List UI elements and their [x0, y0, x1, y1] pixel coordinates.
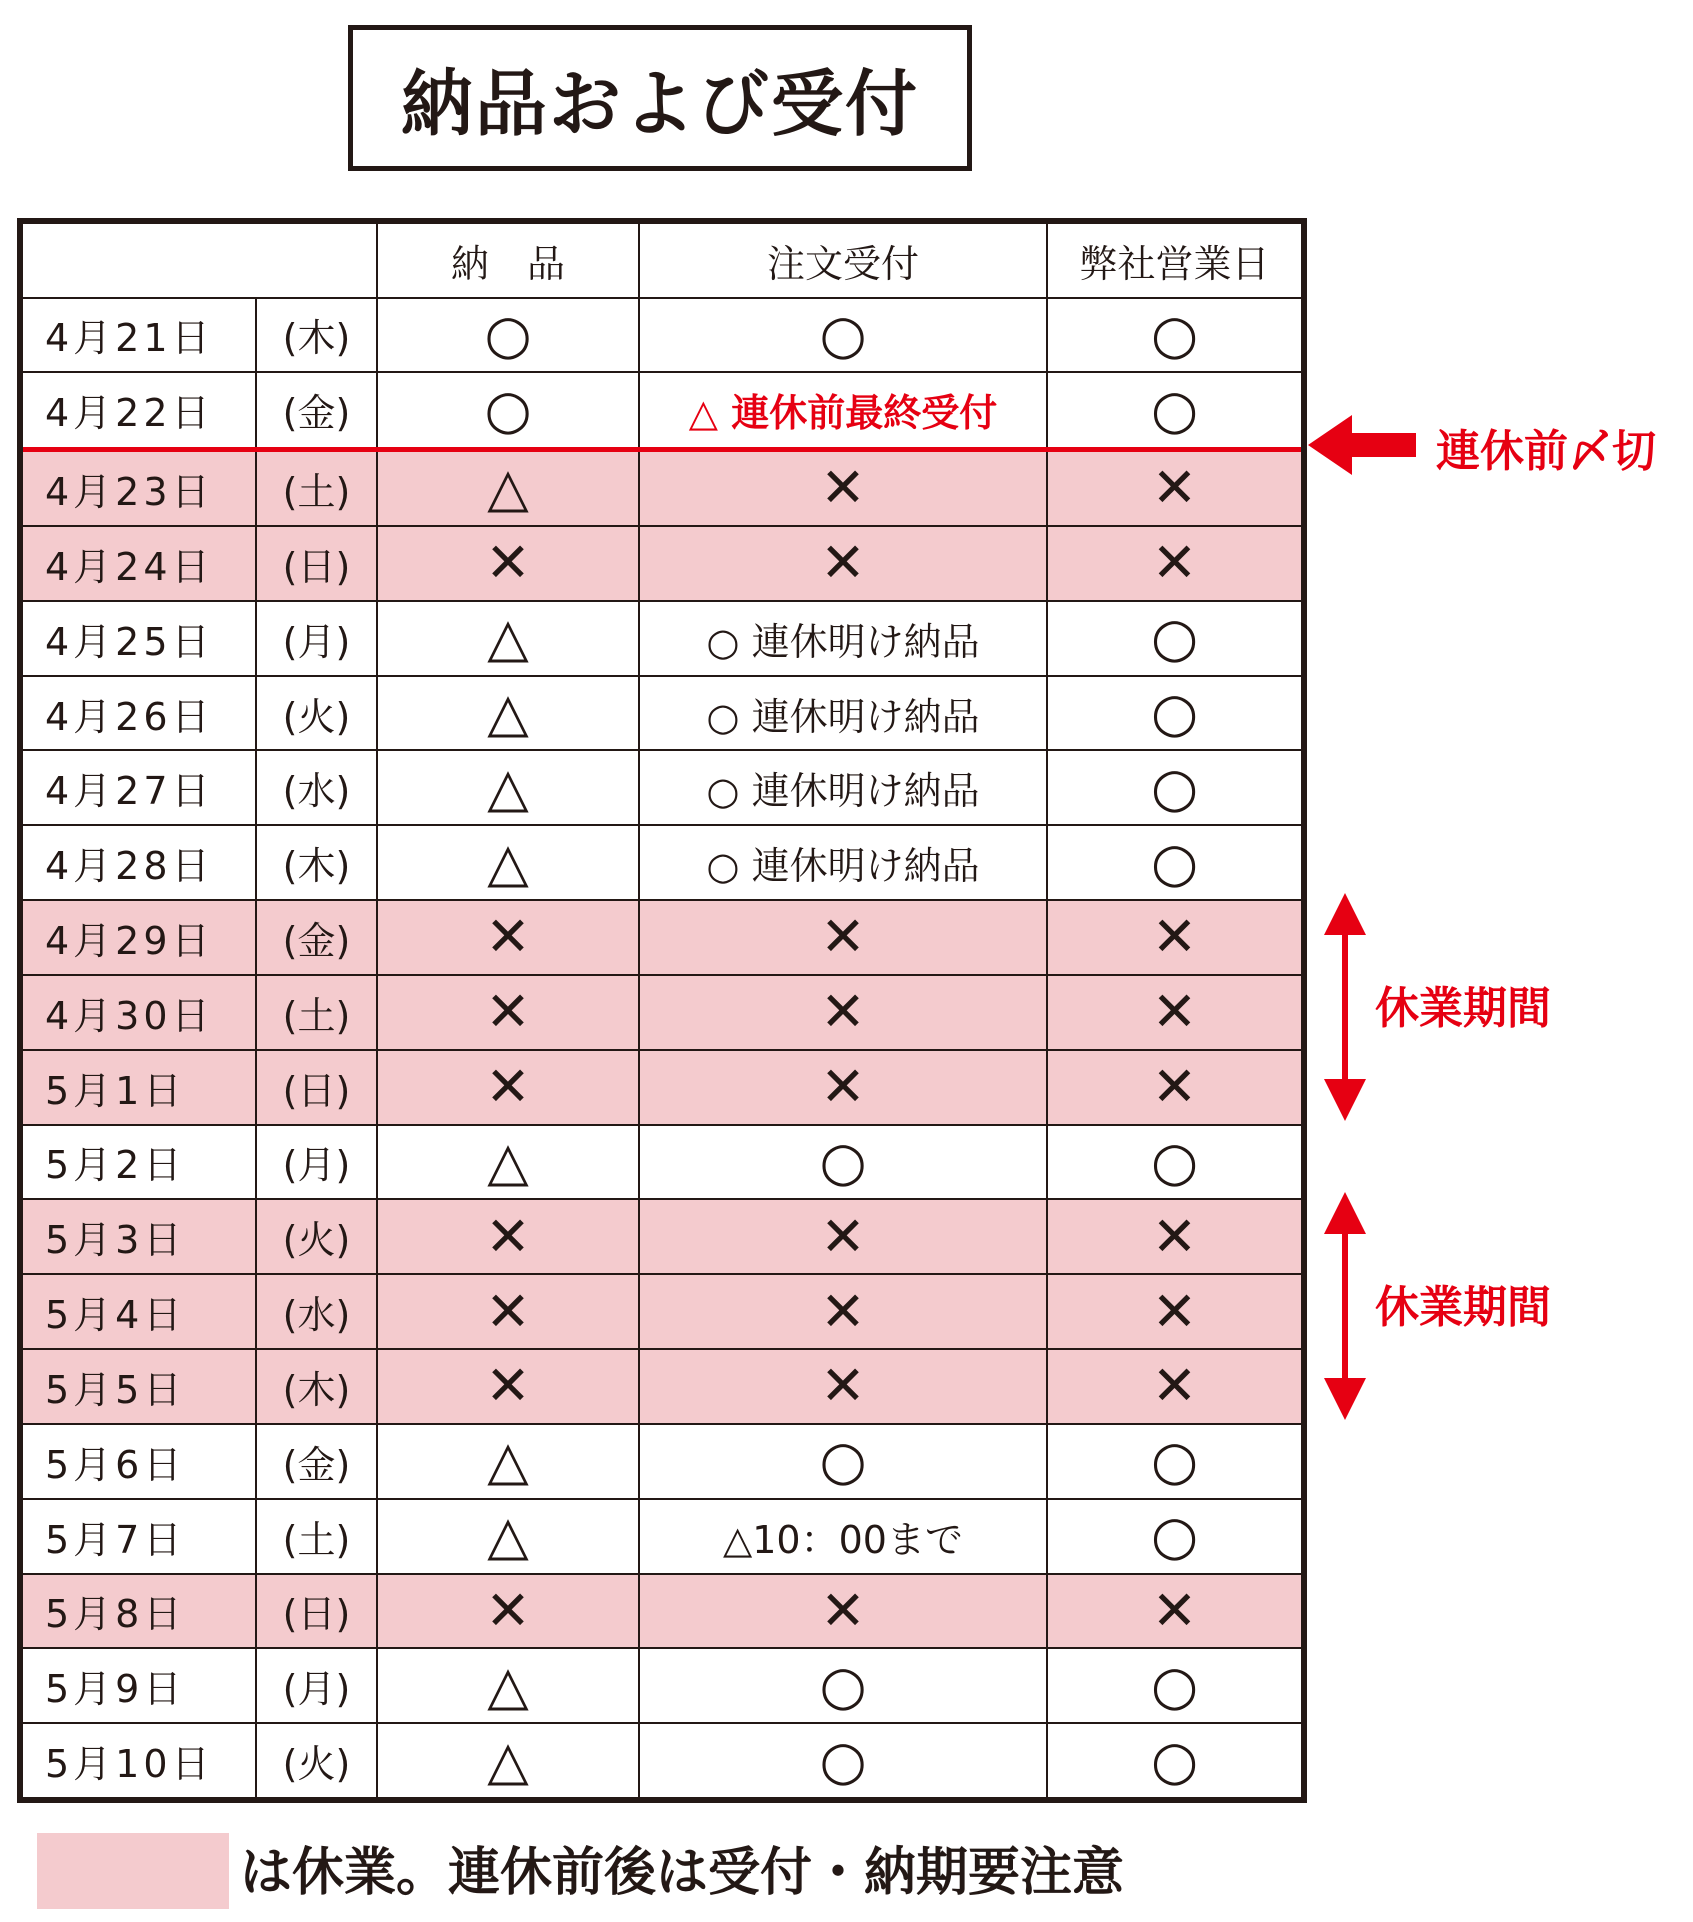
table-row — [23, 676, 1301, 751]
closure-period-label-1: 休業期間 — [1375, 983, 1551, 1034]
delivery-status-cell: ✕ — [377, 900, 639, 975]
date-cell: 5月7日 — [23, 1499, 256, 1574]
cutoff-label: 連休前〆切 — [1436, 426, 1656, 477]
business-day-cell: ○ — [1047, 601, 1301, 676]
weekday-cell: (木) — [256, 1349, 377, 1424]
order-status-cell: ○ — [639, 298, 1047, 373]
business-day-cell: ○ — [1047, 1424, 1301, 1499]
header-delivery: 納 品 — [377, 224, 639, 298]
weekday-cell: (火) — [256, 1723, 377, 1797]
delivery-status-cell: ○ — [377, 372, 639, 449]
delivery-status-cell: △ — [377, 1723, 639, 1797]
delivery-status-cell: ✕ — [377, 526, 639, 601]
date-cell: 4月23日 — [23, 449, 256, 526]
double-arrow-vertical-icon — [1320, 1192, 1370, 1420]
business-day-cell: ✕ — [1047, 1274, 1301, 1349]
delivery-status-cell: ✕ — [377, 1349, 639, 1424]
double-arrow-vertical-icon — [1320, 893, 1370, 1121]
order-status-cell: ○ 連休明け納品 — [639, 676, 1047, 751]
business-day-cell: ○ — [1047, 1648, 1301, 1723]
closure-period-label-2: 休業期間 — [1375, 1282, 1551, 1333]
order-status-cell: ✕ — [639, 975, 1047, 1050]
date-cell: 5月4日 — [23, 1274, 256, 1349]
business-day-cell: ○ — [1047, 1125, 1301, 1200]
table-row — [23, 601, 1301, 676]
weekday-cell: (水) — [256, 750, 377, 825]
weekday-cell: (土) — [256, 975, 377, 1050]
order-status-cell: ✕ — [639, 449, 1047, 526]
table-row — [23, 1199, 1301, 1274]
delivery-status-cell: △ — [377, 601, 639, 676]
table-row — [23, 750, 1301, 825]
date-cell: 5月5日 — [23, 1349, 256, 1424]
table-row — [23, 1050, 1301, 1125]
delivery-status-cell: △ — [377, 1499, 639, 1574]
business-day-cell: ✕ — [1047, 1574, 1301, 1649]
business-day-cell: ○ — [1047, 825, 1301, 900]
date-cell: 5月1日 — [23, 1050, 256, 1125]
date-cell: 4月26日 — [23, 676, 256, 751]
order-status-cell: ○ — [639, 1424, 1047, 1499]
business-day-cell: ○ — [1047, 298, 1301, 373]
weekday-cell: (火) — [256, 1199, 377, 1274]
business-day-cell: ✕ — [1047, 975, 1301, 1050]
page-title: 納品および受付 — [348, 25, 972, 171]
date-cell: 5月10日 — [23, 1723, 256, 1797]
weekday-cell: (金) — [256, 372, 377, 449]
weekday-cell: (月) — [256, 601, 377, 676]
table-row — [23, 1424, 1301, 1499]
date-cell: 5月9日 — [23, 1648, 256, 1723]
table-row — [23, 1574, 1301, 1649]
business-day-cell: ✕ — [1047, 1050, 1301, 1125]
table-row — [23, 975, 1301, 1050]
table-row — [23, 449, 1301, 526]
order-status-cell: △ 連休前最終受付 — [639, 372, 1047, 449]
date-cell: 4月27日 — [23, 750, 256, 825]
date-cell: 5月3日 — [23, 1199, 256, 1274]
date-cell: 4月28日 — [23, 825, 256, 900]
weekday-cell: (火) — [256, 676, 377, 751]
order-status-cell: ○ — [639, 1723, 1047, 1797]
date-cell: 4月29日 — [23, 900, 256, 975]
table-row — [23, 1349, 1301, 1424]
delivery-status-cell: ○ — [377, 298, 639, 373]
header-row — [23, 224, 1301, 298]
legend-swatch — [37, 1833, 229, 1909]
order-status-cell: ○ 連休明け納品 — [639, 825, 1047, 900]
delivery-status-cell: △ — [377, 1424, 639, 1499]
business-day-cell: ✕ — [1047, 1199, 1301, 1274]
order-status-cell: ○ — [639, 1648, 1047, 1723]
order-status-cell: ○ 連休明け納品 — [639, 750, 1047, 825]
weekday-cell: (日) — [256, 1050, 377, 1125]
business-day-cell: ○ — [1047, 1723, 1301, 1797]
delivery-status-cell: △ — [377, 1648, 639, 1723]
table-row — [23, 1723, 1301, 1797]
order-status-cell: ✕ — [639, 1349, 1047, 1424]
order-status-cell: △10：00まで — [639, 1499, 1047, 1574]
weekday-cell: (木) — [256, 825, 377, 900]
order-status-cell: ✕ — [639, 1574, 1047, 1649]
order-status-cell: ✕ — [639, 526, 1047, 601]
delivery-status-cell: △ — [377, 825, 639, 900]
date-cell: 4月21日 — [23, 298, 256, 373]
date-cell: 5月8日 — [23, 1574, 256, 1649]
legend-text: は休業。連休前後は受付・納期要注意 — [240, 1843, 1125, 1903]
weekday-cell: (木) — [256, 298, 377, 373]
business-day-cell: ○ — [1047, 750, 1301, 825]
weekday-cell: (金) — [256, 1424, 377, 1499]
header-business-day: 弊社営業日 — [1047, 224, 1301, 298]
date-cell: 4月22日 — [23, 372, 256, 449]
weekday-cell: (月) — [256, 1648, 377, 1723]
header-order: 注文受付 — [639, 224, 1047, 298]
order-status-cell: ✕ — [639, 900, 1047, 975]
table-row — [23, 1648, 1301, 1723]
schedule-table — [17, 218, 1307, 1803]
weekday-cell: (日) — [256, 526, 377, 601]
weekday-cell: (水) — [256, 1274, 377, 1349]
table-row — [23, 1499, 1301, 1574]
order-status-cell: ✕ — [639, 1274, 1047, 1349]
order-status-cell: ○ — [639, 1125, 1047, 1200]
date-cell: 5月2日 — [23, 1125, 256, 1200]
table-row — [23, 372, 1301, 449]
order-status-cell: ✕ — [639, 1050, 1047, 1125]
weekday-cell: (土) — [256, 449, 377, 526]
table-row — [23, 1274, 1301, 1349]
weekday-cell: (金) — [256, 900, 377, 975]
delivery-status-cell: △ — [377, 449, 639, 526]
date-cell: 4月24日 — [23, 526, 256, 601]
weekday-cell: (月) — [256, 1125, 377, 1200]
business-day-cell: ✕ — [1047, 900, 1301, 975]
weekday-cell: (日) — [256, 1574, 377, 1649]
table-row — [23, 526, 1301, 601]
table-row — [23, 825, 1301, 900]
business-day-cell: ✕ — [1047, 526, 1301, 601]
order-status-cell: ✕ — [639, 1199, 1047, 1274]
delivery-status-cell: ✕ — [377, 1574, 639, 1649]
business-day-cell: ○ — [1047, 372, 1301, 449]
business-day-cell: ✕ — [1047, 449, 1301, 526]
table-row — [23, 900, 1301, 975]
header-date — [23, 224, 377, 298]
business-day-cell: ○ — [1047, 1499, 1301, 1574]
delivery-status-cell: △ — [377, 750, 639, 825]
weekday-cell: (土) — [256, 1499, 377, 1574]
arrow-left-icon — [1308, 415, 1418, 475]
table-row — [23, 298, 1301, 373]
business-day-cell: ○ — [1047, 676, 1301, 751]
delivery-status-cell: △ — [377, 676, 639, 751]
table-row — [23, 1125, 1301, 1200]
delivery-status-cell: △ — [377, 1125, 639, 1200]
business-day-cell: ✕ — [1047, 1349, 1301, 1424]
order-status-cell: ○ 連休明け納品 — [639, 601, 1047, 676]
delivery-status-cell: ✕ — [377, 1050, 639, 1125]
date-cell: 4月30日 — [23, 975, 256, 1050]
date-cell: 4月25日 — [23, 601, 256, 676]
delivery-status-cell: ✕ — [377, 1199, 639, 1274]
delivery-status-cell: ✕ — [377, 1274, 639, 1349]
date-cell: 5月6日 — [23, 1424, 256, 1499]
delivery-status-cell: ✕ — [377, 975, 639, 1050]
